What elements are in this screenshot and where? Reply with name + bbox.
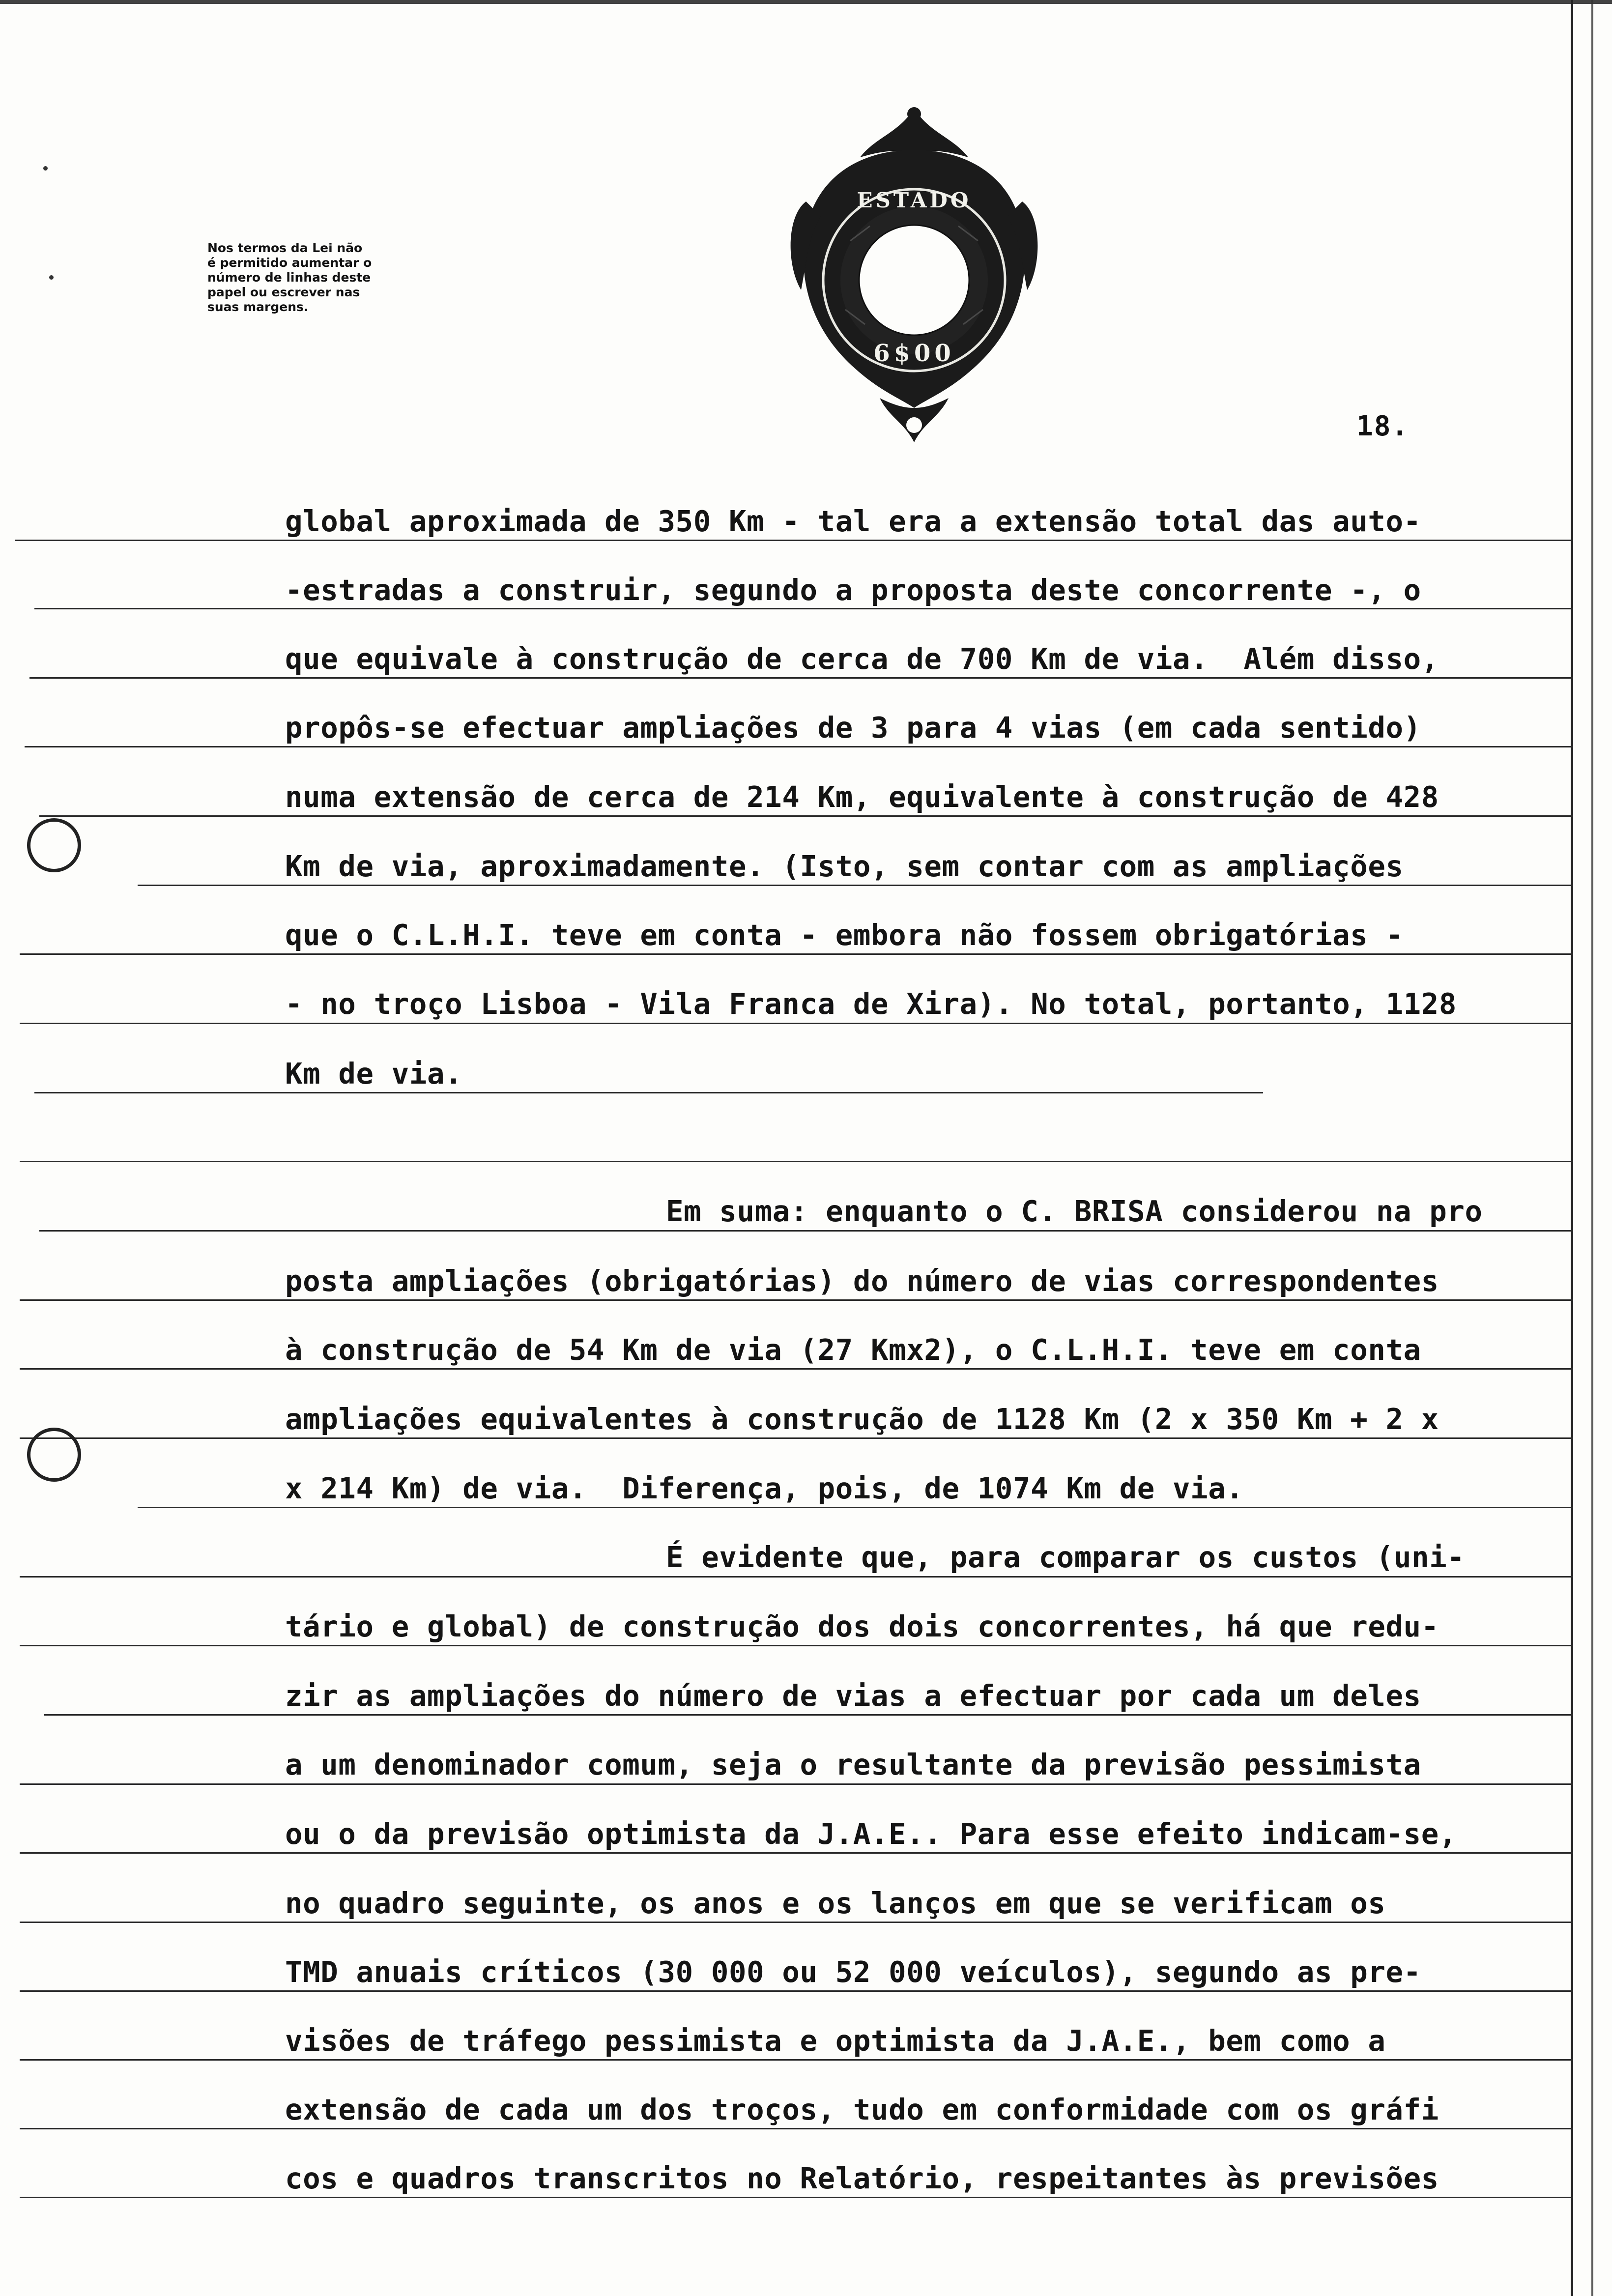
- ruled-line: [20, 1922, 1573, 1923]
- text-line: que o C.L.H.I. teve em conta - embora não fossem obrigatórias -: [285, 918, 1404, 952]
- ruled-line: [138, 1507, 1573, 1508]
- text-line: ou o da previsão optimista da J.A.E.. Para esse efeito indicam-se,: [285, 1817, 1457, 1851]
- text-line: Km de via.: [285, 1057, 463, 1091]
- text-line: Em suma: enquanto o C. BRISA considerou na pro: [666, 1194, 1483, 1228]
- ruled-line: [20, 1437, 1573, 1439]
- text-line: a um denominador comum, seja o resultante da previsão pessimista: [285, 1748, 1421, 1781]
- page-number: 18.: [1356, 410, 1410, 442]
- legal-notice-line: número de linhas deste: [207, 270, 371, 285]
- text-line: Km de via, aproximadamente. (Isto, sem contar com as ampliações: [285, 849, 1404, 883]
- right-margin-rule-outer: [1591, 0, 1593, 2296]
- text-line: posta ampliações (obrigatórias) do número de vias correspondentes: [285, 1264, 1439, 1298]
- text-line: - no troço Lisboa - Vila Franca de Xira). No total, portanto, 1128: [285, 987, 1457, 1021]
- text-line: numa extensão de cerca de 214 Km, equivalente à construção de 428: [285, 780, 1439, 814]
- ruled-line: [20, 1852, 1573, 1854]
- ruled-line: [20, 2059, 1573, 2061]
- margin-dot: [49, 275, 54, 280]
- margin-dot: [43, 166, 48, 171]
- ruled-line: [34, 1092, 1263, 1093]
- legal-notice-line: suas margens.: [207, 300, 309, 314]
- text-line: -estradas a construir, segundo a proposta deste concorrente -, o: [285, 573, 1421, 607]
- punch-hole: [27, 1428, 81, 1482]
- text-line: cos e quadros transcritos no Relatório, respeitantes às previsões: [285, 2161, 1439, 2195]
- ruled-line: [15, 540, 1573, 541]
- text-line: TMD anuais críticos (30 000 ou 52 000 veículos), segundo as pre-: [285, 1955, 1421, 1989]
- legal-notice-line: é permitido aumentar o: [207, 256, 372, 270]
- punch-hole: [27, 818, 81, 872]
- ruled-line: [20, 953, 1573, 955]
- legal-notice: [207, 241, 370, 315]
- text-line: no quadro seguinte, os anos e os lanços em que se verificam os: [285, 1886, 1386, 1920]
- text-line: visões de tráfego pessimista e optimista da J.A.E., bem como a: [285, 2024, 1386, 2058]
- text-line: tário e global) de construção dos dois concorrentes, há que redu-: [285, 1609, 1439, 1643]
- ruled-line: [20, 2128, 1573, 2129]
- top-border: [0, 0, 1612, 4]
- ruled-line: [20, 1576, 1573, 1578]
- ruled-line: [44, 1714, 1573, 1716]
- ruled-line: [20, 1990, 1573, 1992]
- ruled-line: [20, 2197, 1573, 2198]
- ruled-line: [20, 1299, 1573, 1301]
- ruled-line: [25, 746, 1573, 747]
- ruled-line: [138, 885, 1573, 886]
- text-line: ampliações equivalentes à construção de 1128 Km (2 x 350 Km + 2 x: [285, 1402, 1439, 1436]
- text-line: global aproximada de 350 Km - tal era a extensão total das auto-: [285, 504, 1421, 538]
- ruled-line: [20, 1023, 1573, 1024]
- text-line: x 214 Km) de via. Diferença, pois, de 1074 Km de via.: [285, 1471, 1244, 1505]
- ruled-line: [34, 608, 1573, 609]
- text-line: É evidente que, para comparar os custos (uni-: [666, 1540, 1465, 1574]
- legal-notice-line: Nos termos da Lei não: [207, 241, 363, 255]
- ruled-line: [20, 1783, 1573, 1785]
- text-line: que equivale à construção de cerca de 700 Km de via. Além disso,: [285, 642, 1439, 676]
- ruled-line: [20, 1161, 1573, 1162]
- seal-value: 6$00: [873, 340, 955, 367]
- ruled-line: [39, 1230, 1573, 1232]
- ruled-line: [20, 1645, 1573, 1646]
- legal-notice-line: papel ou escrever nas: [207, 285, 360, 299]
- text-line: extensão de cada um dos troços, tudo em conformidade com os gráfi: [285, 2093, 1439, 2126]
- ruled-line: [29, 677, 1573, 679]
- seal-text: ESTADO: [857, 188, 972, 212]
- text-line: propôs-se efectuar ampliações de 3 para 4 vias (em cada sentido): [285, 711, 1421, 745]
- ruled-line: [20, 1368, 1573, 1370]
- tax-stamp-seal: [786, 103, 1042, 447]
- text-line: zir as ampliações do número de vias a efectuar por cada um deles: [285, 1679, 1421, 1713]
- text-line: à construção de 54 Km de via (27 Kmx2), o C.L.H.I. teve em conta: [285, 1333, 1421, 1367]
- right-margin-rule: [1571, 0, 1573, 2296]
- ruled-line: [39, 815, 1573, 817]
